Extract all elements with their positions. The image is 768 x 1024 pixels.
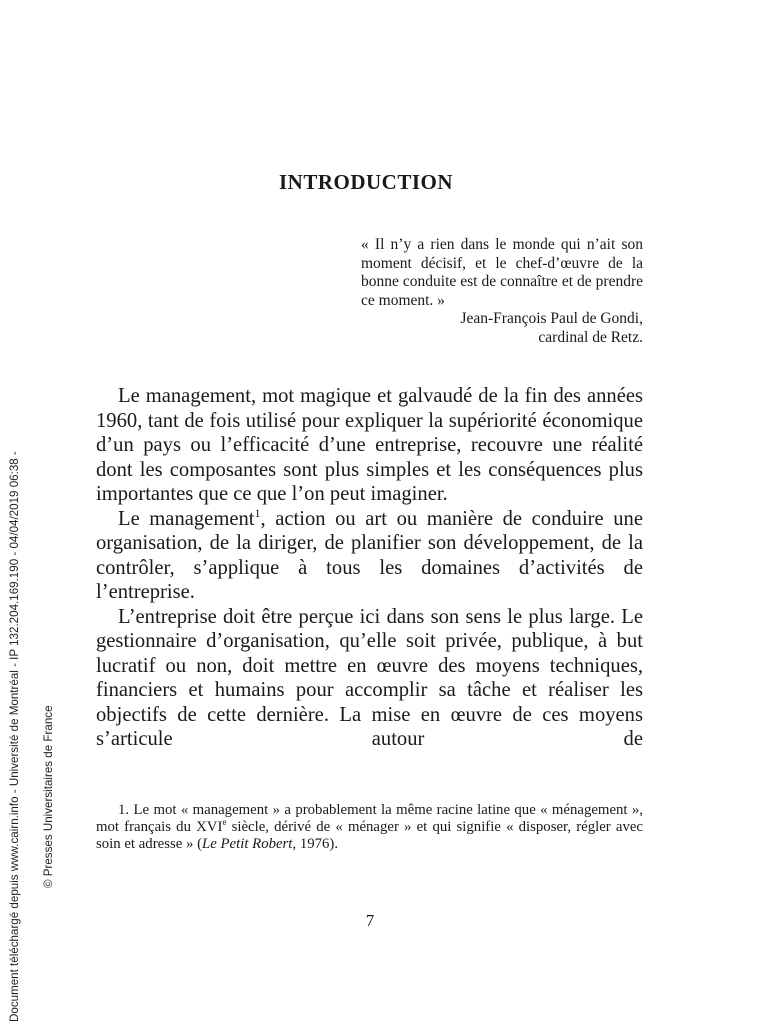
footnote-century: XVI (196, 819, 223, 835)
footnote-century-sup: e (222, 817, 227, 827)
body-text (96, 384, 643, 752)
footnote-source: Le Petit Robert (202, 836, 293, 852)
footnote-text-1: 1. Le mot « management » a probablement la même racine latine que « ménagement », mot français du (96, 802, 643, 835)
page-title: INTRODUCTION (278, 170, 454, 194)
epigraph-author: Jean-François Paul de Gondi, (460, 310, 643, 327)
paragraph-2-rest: , action ou art ou manière de conduire une organisation, de la diriger, de planifier son développement, de la contrôler, s’applique à tous les domaines d’activités de l’entreprise. (96, 507, 643, 603)
paragraph-2 (96, 507, 643, 605)
footnote-text-3: , 1976). (292, 836, 339, 852)
footnote-text-2: siècle, dérivé de « ménager » et qui signifie « disposer, régler avec soin et adresse » ( (96, 819, 643, 852)
paragraph-3: L’entreprise doit être perçue ici dans son sens le plus large. Le gestionnaire d’organisation, qu’elle soit privée, publique, à but lucratif ou non, doit mettre en œuvre des moyens techniques, financiers et humains pour accomplir sa tâche et réaliser les objectifs de cette dernière. La mise en œuvre de ces moyens s’articule autour de (96, 605, 643, 750)
epigraph (361, 236, 643, 347)
paragraph-1: Le management, mot magique et galvaudé de la fin des années 1960, tant de fois utilisé pour expliquer la supériorité économique d’un pays ou l’efficacité d’une entreprise, recouvre une réalité dont les composantes sont plus simples et les conséquences plus importantes que ce que l’on peut imaginer. (96, 385, 643, 505)
page-number: 7 (365, 911, 375, 930)
epigraph-author-title: cardinal de Retz. (538, 328, 643, 346)
footnote (96, 802, 643, 853)
copyright-watermark: © Presses Universitaires de France (42, 705, 55, 888)
footnote-reference[interactable]: 1 (254, 505, 261, 520)
paragraph-2-start: Le management (118, 507, 255, 530)
epigraph-quote: « Il n’y a rien dans le monde qui n’ait son moment décisif, et le chef-d’œuvre de la bonne conduite est de connaître et de prendre ce moment. » (361, 236, 643, 309)
download-watermark: Document téléchargé depuis www.cairn.info - Université de Montréal - IP 132.204.169.190 - 04/04/2019 06:38 - (8, 451, 21, 1022)
